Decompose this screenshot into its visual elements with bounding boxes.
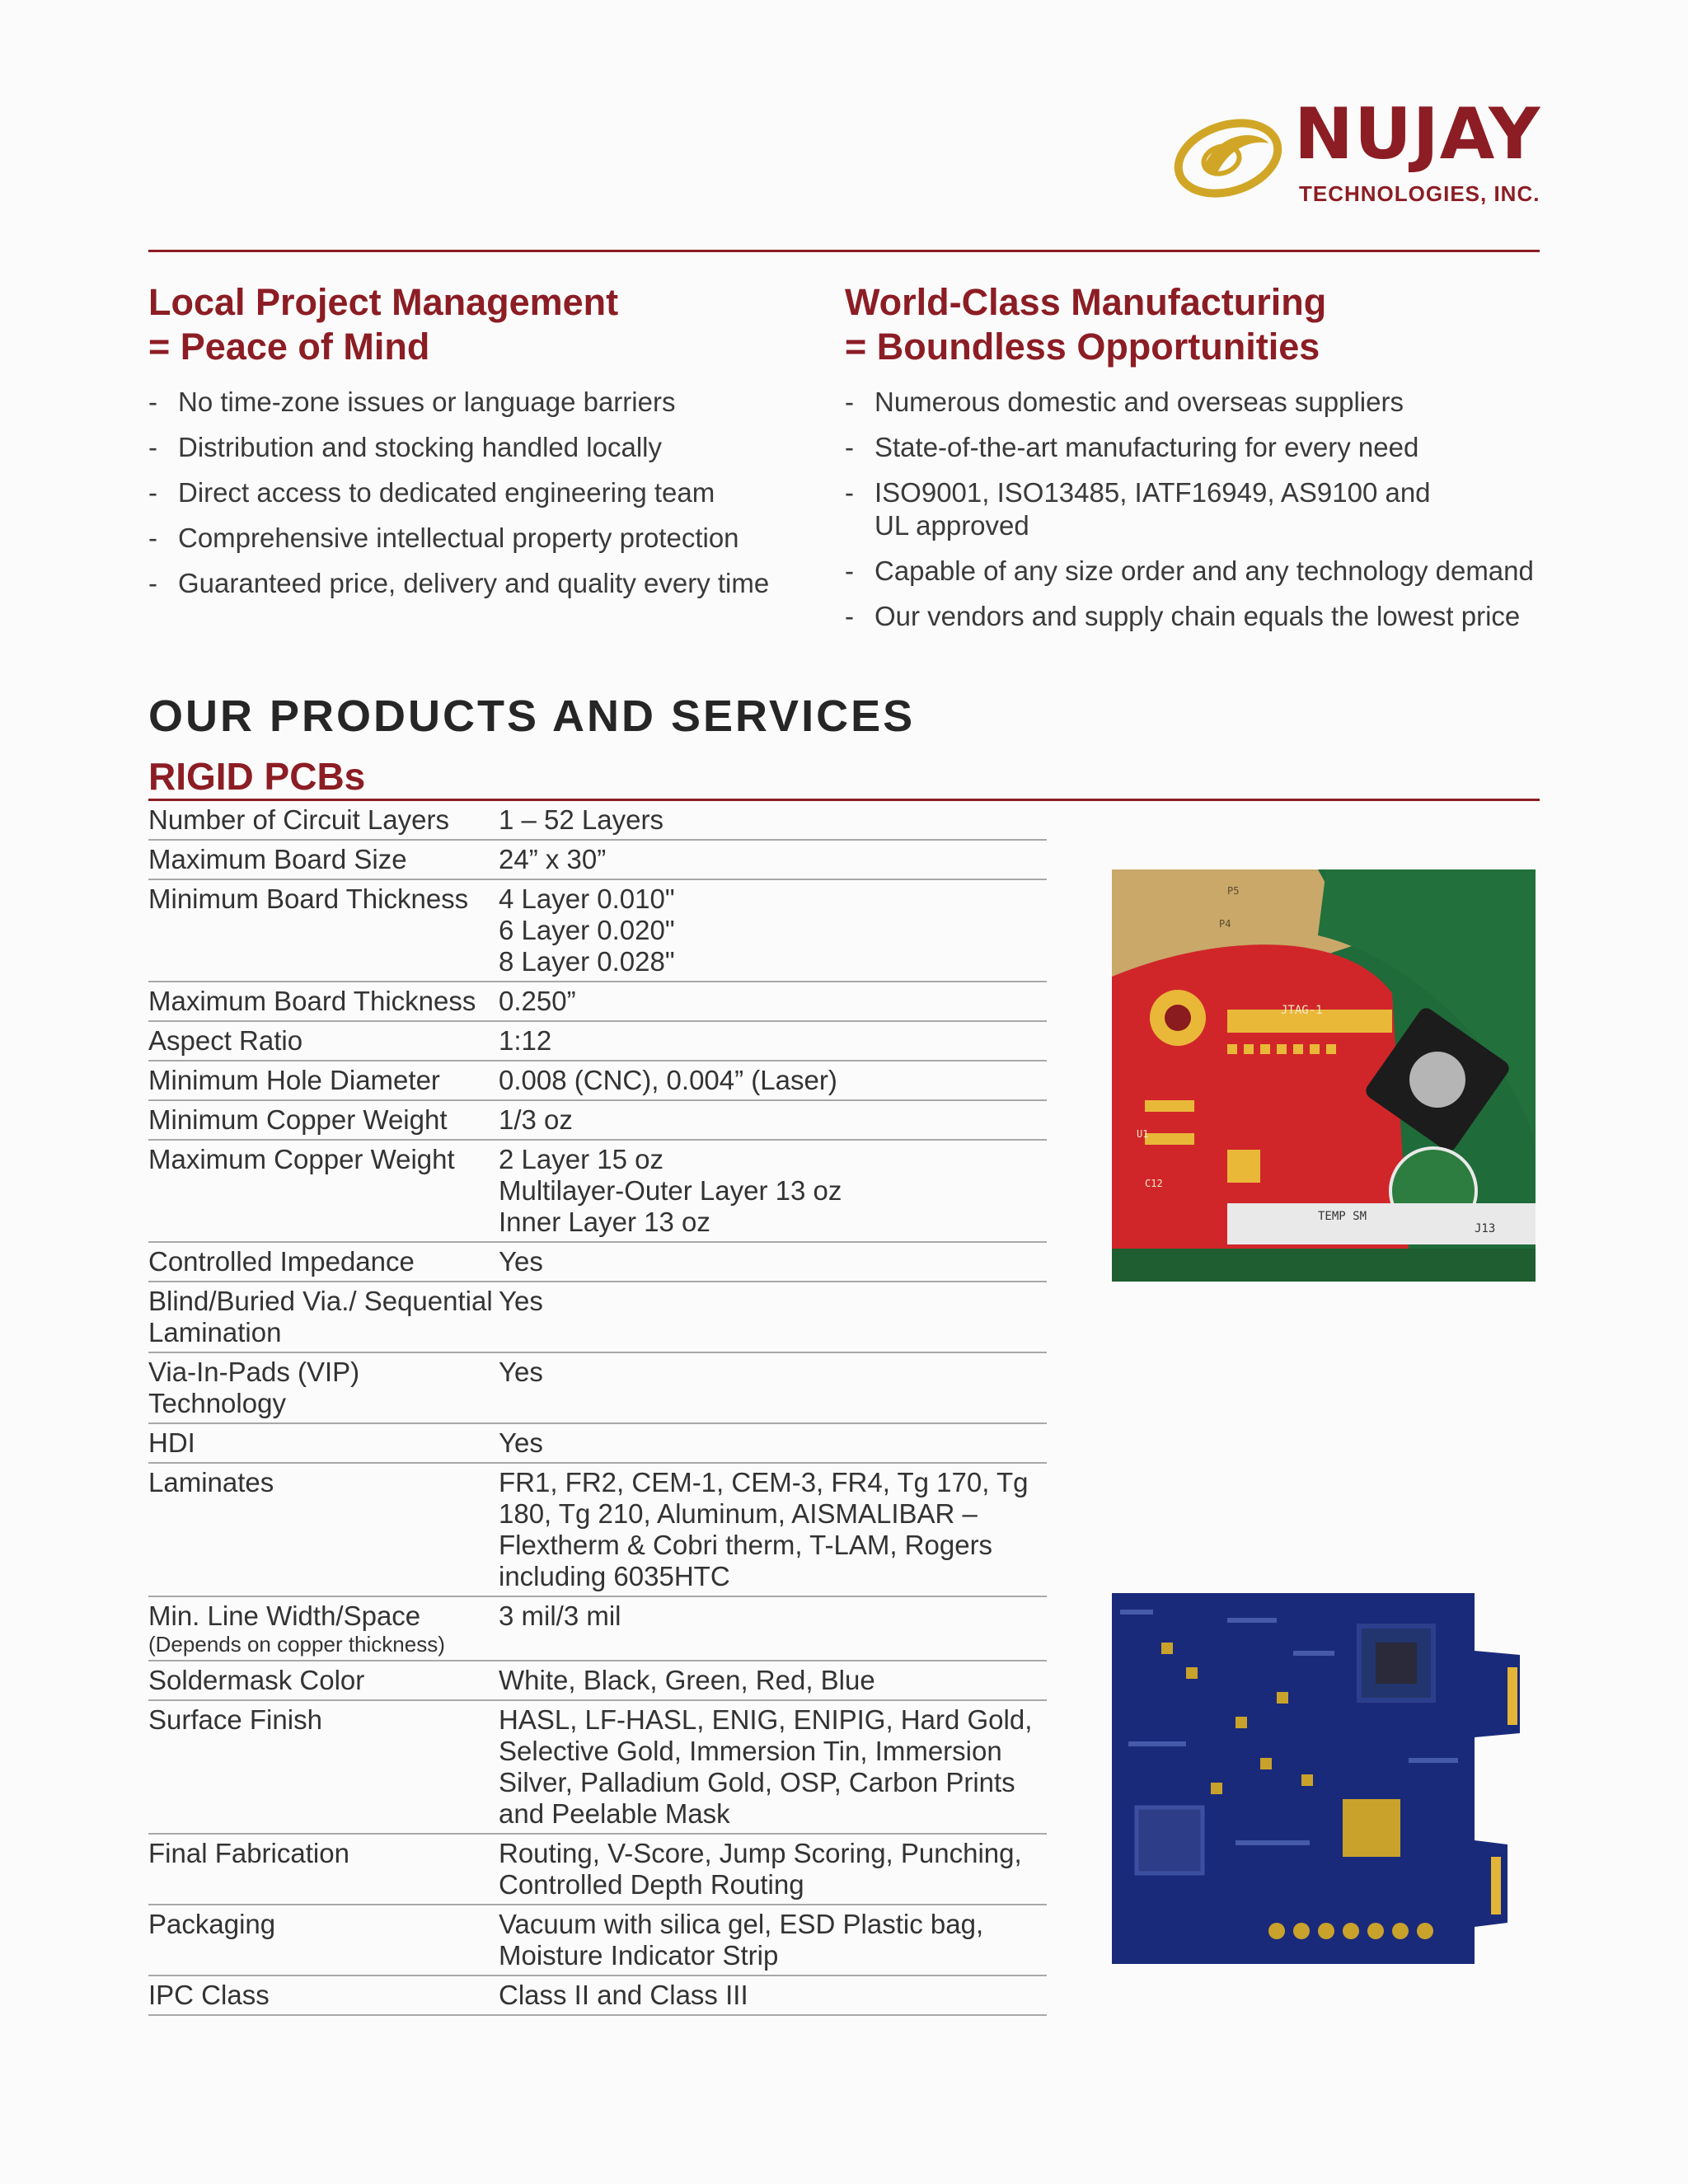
spec-value — [499, 1140, 1047, 1242]
spec-label-text: HDI — [148, 1427, 195, 1458]
spec-value-line: 1:12 — [499, 1025, 552, 1056]
spec-value-line: 8 Layer 0.028" — [499, 946, 675, 977]
spec-label-text: Maximum Board Size — [148, 844, 407, 874]
spec-label-text: Controlled Impedance — [148, 1246, 415, 1277]
heading-line-1: Local Project Management — [148, 281, 619, 323]
spec-label-text: Min. Line Width/Space — [148, 1601, 421, 1631]
heading-line-1: World-Class Manufacturing — [845, 281, 1327, 323]
list-item: - Distribution and stocking handled locally — [148, 431, 841, 464]
spec-value-line: FR1, FR2, CEM-1, CEM-3, FR4, Tg 170, Tg 180, Tg 210, Aluminum, AISMALIBAR – Flextherm & Cobri therm, T-LAM, Rogers including 6035HTC — [499, 1467, 1029, 1591]
spec-value — [499, 1061, 1047, 1100]
photo-label: C12 — [1145, 1178, 1163, 1189]
spec-value-line: 3 mil/3 mil — [499, 1601, 621, 1631]
spec-label-text: IPC Class — [148, 1980, 270, 2010]
spec-label-text: Laminates — [148, 1467, 274, 1497]
spec-note: (Depends on copper thickness) — [148, 1632, 445, 1657]
spec-label — [148, 1463, 499, 1596]
spec-label-text: Maximum Board Thickness — [148, 986, 476, 1016]
spec-label-text: Minimum Copper Weight — [148, 1104, 448, 1135]
spec-label — [148, 1661, 499, 1700]
spec-row — [148, 1661, 1047, 1700]
spec-label — [148, 1242, 499, 1282]
spec-value — [499, 982, 1047, 1021]
spec-label-text: Aspect Ratio — [148, 1025, 303, 1056]
spec-value — [499, 1100, 1047, 1140]
spec-value-line: 2 Layer 15 oz — [499, 1144, 663, 1174]
world-class-heading — [845, 280, 1554, 369]
company-logo — [1170, 93, 1550, 214]
spec-value-line: White, Black, Green, Red, Blue — [499, 1665, 875, 1695]
photo-label: P5 — [1227, 885, 1240, 897]
logo-subtitle: TECHNOLOGIES, INC. — [1299, 181, 1540, 206]
spec-value-line: HASL, LF-HASL, ENIG, ENIPIG, Hard Gold, Selective Gold, Immersion Tin, Immersion Silver, Palladium Gold, OSP, Carbon Prints and Peelable Mask — [499, 1704, 1033, 1829]
spec-value-line: Yes — [499, 1357, 543, 1387]
world-class-list — [845, 386, 1554, 633]
local-management-column — [148, 280, 841, 612]
local-management-heading — [148, 280, 841, 369]
photo-label: TEMP SM — [1318, 1210, 1367, 1223]
spec-value — [499, 1463, 1047, 1596]
spec-label — [148, 1282, 499, 1352]
spec-value-line: Inner Layer 13 oz — [499, 1207, 710, 1237]
spec-label — [148, 1834, 499, 1905]
spec-label — [148, 840, 499, 879]
spec-label — [148, 1905, 499, 1975]
spec-label — [148, 1596, 499, 1661]
local-management-list — [148, 386, 841, 600]
spec-row — [148, 1423, 1047, 1463]
spec-label-text: Packaging — [148, 1909, 276, 1939]
photo-label: U1 — [1137, 1128, 1149, 1140]
spec-value-line: 0.250” — [499, 986, 576, 1016]
logo-ring-icon — [1170, 110, 1294, 201]
list-item: - Numerous domestic and overseas suppliers — [845, 386, 1554, 419]
spec-value-line: 24” x 30” — [499, 844, 607, 874]
rigid-pcbs-title: RIGID PCBs — [148, 755, 366, 798]
list-item: - ISO9001, ISO13485, IATF16949, AS9100 and UL approved — [845, 476, 1451, 542]
spec-label-text: Minimum Board Thickness — [148, 883, 469, 914]
photo-label: JTAG-1 — [1281, 1004, 1323, 1017]
spec-label-text: Final Fabrication — [148, 1838, 349, 1868]
spec-row — [148, 1975, 1047, 2015]
spec-label — [148, 1975, 499, 2015]
list-item: - Comprehensive intellectual property protection — [148, 522, 841, 555]
list-item: - Capable of any size order and any technology demand — [845, 555, 1554, 588]
spec-row — [148, 1905, 1047, 1975]
spec-value — [499, 1423, 1047, 1463]
spec-value-line: Class II and Class III — [499, 1980, 748, 2010]
spec-value — [499, 1975, 1047, 2015]
spec-label — [148, 801, 499, 840]
spec-value-line: 1 – 52 Layers — [499, 804, 663, 835]
spec-row — [148, 982, 1047, 1021]
spec-row — [148, 1352, 1047, 1423]
heading-line-2: = Peace of Mind — [148, 326, 430, 368]
photo-label: P4 — [1219, 918, 1231, 930]
spec-row — [148, 840, 1047, 879]
pcb-photo-red-green — [1112, 869, 1536, 1282]
spec-label-text: Blind/Buried Via./ Sequential Lamination — [148, 1286, 493, 1347]
spec-value — [499, 1242, 1047, 1282]
spec-value — [499, 1834, 1047, 1905]
spec-row — [148, 1834, 1047, 1905]
spec-value-line: Yes — [499, 1246, 543, 1277]
header-divider — [148, 250, 1540, 252]
spec-label-text: Surface Finish — [148, 1704, 322, 1735]
spec-label — [148, 1100, 499, 1140]
spec-label — [148, 879, 499, 982]
spec-value-line: 0.008 (CNC), 0.004” (Laser) — [499, 1065, 837, 1095]
spec-value — [499, 1282, 1047, 1352]
spec-label-text: Soldermask Color — [148, 1665, 365, 1695]
list-item: - Guaranteed price, delivery and quality every time — [148, 567, 841, 600]
spec-value-line: 1/3 oz — [499, 1104, 573, 1135]
world-class-column — [845, 280, 1554, 645]
logo-wordmark: NUJAY — [1294, 93, 1541, 176]
spec-row — [148, 801, 1047, 840]
photo-label: J13 — [1475, 1222, 1496, 1235]
spec-row — [148, 1100, 1047, 1140]
spec-label — [148, 1423, 499, 1463]
list-item: - No time-zone issues or language barriers — [148, 386, 841, 419]
spec-value-line: Yes — [499, 1286, 543, 1316]
spec-label-text: Minimum Hole Diameter — [148, 1065, 440, 1095]
spec-label — [148, 1700, 499, 1834]
spec-row — [148, 879, 1047, 982]
spec-row — [148, 1021, 1047, 1061]
products-services-title: OUR PRODUCTS AND SERVICES — [148, 691, 916, 741]
spec-label — [148, 1140, 499, 1242]
spec-value-line: Yes — [499, 1427, 543, 1458]
heading-line-2: = Boundless Opportunities — [845, 326, 1320, 368]
spec-label — [148, 1352, 499, 1423]
spec-label — [148, 1021, 499, 1061]
spec-row — [148, 1596, 1047, 1661]
spec-value — [499, 1596, 1047, 1661]
spec-label-text: Maximum Copper Weight — [148, 1144, 455, 1174]
spec-row — [148, 1463, 1047, 1596]
spec-value — [499, 840, 1047, 879]
spec-value-line: 4 Layer 0.010" — [499, 883, 675, 914]
spec-row — [148, 1700, 1047, 1834]
spec-value-line: Routing, V-Score, Jump Scoring, Punching, Controlled Depth Routing — [499, 1838, 1022, 1900]
spec-value-line: Multilayer-Outer Layer 13 oz — [499, 1175, 842, 1206]
spec-value — [499, 1352, 1047, 1423]
spec-value — [499, 1700, 1047, 1834]
spec-value — [499, 879, 1047, 982]
rigid-pcb-spec-table — [148, 801, 1047, 2016]
spec-label — [148, 1061, 499, 1100]
pcb-photo-blue — [1112, 1593, 1520, 1964]
spec-row — [148, 1140, 1047, 1242]
spec-value-line: 6 Layer 0.020" — [499, 915, 675, 945]
spec-label-text: Number of Circuit Layers — [148, 804, 449, 835]
list-item: - Our vendors and supply chain equals the lowest price — [845, 600, 1554, 633]
spec-row — [148, 1242, 1047, 1282]
list-item: - State-of-the-art manufacturing for every need — [845, 431, 1554, 464]
spec-label — [148, 982, 499, 1021]
spec-value-line: Vacuum with silica gel, ESD Plastic bag, Moisture Indicator Strip — [499, 1909, 984, 1971]
spec-label-text: Via-In-Pads (VIP) Technology — [148, 1357, 360, 1418]
spec-value — [499, 1905, 1047, 1975]
spec-value — [499, 1661, 1047, 1700]
spec-value — [499, 1021, 1047, 1061]
spec-row — [148, 1282, 1047, 1352]
spec-value — [499, 801, 1047, 840]
list-item: - Direct access to dedicated engineering team — [148, 476, 841, 509]
spec-row — [148, 1061, 1047, 1100]
